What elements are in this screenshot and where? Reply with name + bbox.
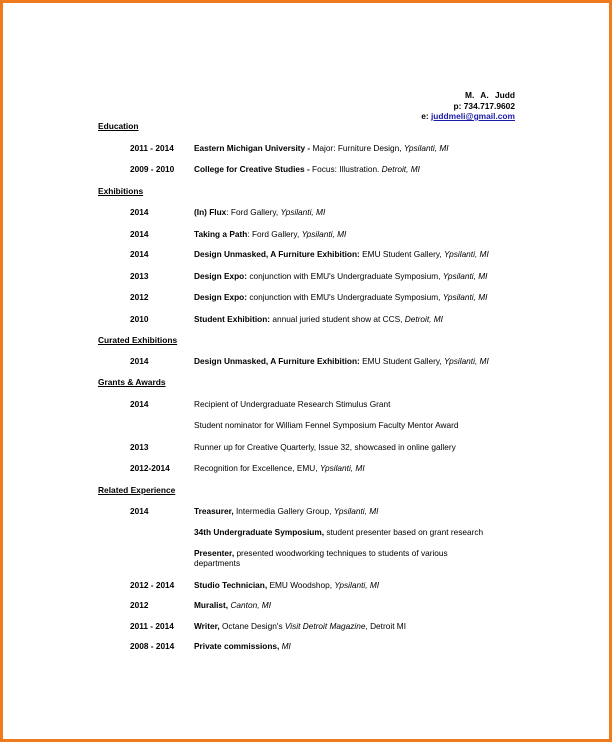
contact-email-line — [421, 111, 515, 122]
entry-place: Ypsilanti, MI — [301, 229, 347, 239]
entry-detail: EMU Student Gallery, — [359, 249, 445, 259]
contact-name: M. A. Judd — [464, 90, 515, 100]
entry-title: Presenter, — [194, 548, 235, 558]
entry-detail: conjunction with EMU's Undergraduate Symposium, — [247, 292, 443, 302]
entry-detail: EMU Student Gallery, — [359, 356, 445, 366]
contact-block — [421, 90, 515, 122]
entry-years: 2008 - 2014 — [130, 641, 175, 651]
entry-title: Studio Technician, — [194, 580, 268, 590]
entry-title: Eastern Michigan University - — [194, 143, 311, 153]
entry-years: 2011 - 2014 — [130, 143, 174, 153]
entry-place: Visit Detroit Magazine — [284, 621, 366, 631]
entry-place: MI — [281, 641, 291, 651]
entry-place: Ypsilanti, MI — [280, 207, 326, 217]
entry-place: Ypsilanti, MI — [334, 580, 380, 590]
entry-detail: annual juried student show at CCS, — [270, 314, 405, 324]
contact-email-label: e: — [421, 111, 429, 121]
entry-title: Treasurer, — [194, 506, 234, 516]
entry-title: Private commissions, — [194, 641, 280, 651]
entry-text: Recognition for Excellence, EMU, — [194, 463, 320, 473]
entry-years: 2012-2014 — [130, 463, 170, 473]
entry-place: Detroit, MI — [381, 164, 420, 174]
entry-years: 2014 — [130, 249, 149, 259]
entry-years: 2012 — [130, 600, 149, 610]
entry-years: 2014 — [130, 399, 149, 409]
entry-text: Recipient of Undergraduate Research Stimulus Grant — [194, 399, 391, 409]
entry-years: 2014 — [130, 356, 149, 366]
entry-title: Taking a Path — [194, 229, 248, 239]
entry-place: Ypsilanti, MI — [403, 143, 449, 153]
entry-text: Student nominator for William Fennel Symposium Faculty Mentor Award — [194, 420, 459, 430]
entry-text: Runner up for Creative Quarterly, Issue 32, showcased in online gallery — [194, 442, 456, 452]
entry-tail: , Detroit MI — [365, 621, 407, 631]
entry-title: Design Unmasked, A Furniture Exhibition: — [194, 356, 360, 366]
entry-years: 2010 — [130, 314, 149, 324]
entry-years: 2011 - 2014 — [130, 621, 174, 631]
entry-title: College for Creative Studies - — [194, 164, 310, 174]
entry-years: 2013 — [130, 271, 149, 281]
entry-place: Ypsilanti, MI — [442, 292, 488, 302]
entry-place: Ypsilanti, MI — [442, 271, 488, 281]
section-curated-heading: Curated Exhibitions — [98, 335, 178, 345]
entry-title: Writer, — [194, 621, 220, 631]
entry-years: 2014 — [130, 207, 149, 217]
contact-phone: p: 734.717.9602 — [453, 100, 515, 111]
entry-years: 2012 — [130, 292, 149, 302]
entry-title: Design Unmasked, A Furniture Exhibition: — [194, 249, 360, 259]
entry-place: Detroit, MI — [404, 314, 443, 324]
entry-years: 2014 — [130, 229, 149, 239]
section-education-heading: Education — [98, 121, 139, 131]
entry-detail: Octane Design's — [219, 621, 285, 631]
entry-place: Canton, MI — [230, 600, 272, 610]
entry-years: 2009 - 2010 — [130, 164, 175, 174]
entry-title: Design Expo: — [194, 292, 248, 302]
entry-title: Muralist, — [194, 600, 229, 610]
entry-place: Ypsilanti, MI — [319, 463, 365, 473]
entry-place: Ypsilanti, MI — [333, 506, 379, 516]
entry-detail: : Ford Gallery, — [247, 229, 302, 239]
contact-email-link[interactable]: juddmeli@gmail.com — [430, 111, 515, 121]
entry-detail: conjunction with EMU's Undergraduate Symposium, — [247, 271, 443, 281]
entry-years: 2013 — [130, 442, 149, 452]
entry-detail: : Ford Gallery, — [226, 207, 281, 217]
entry-title: Design Expo: — [194, 271, 248, 281]
entry-place: Ypsilanti, MI — [444, 356, 489, 366]
entry-detail: Major: Furniture Design, — [310, 143, 404, 153]
entry-place: Ypsilanti, MI — [444, 249, 489, 259]
section-experience-heading: Related Experience — [98, 485, 176, 495]
entry-title: (In) Flux — [194, 207, 227, 217]
entry-detail: EMU Woodshop, — [267, 580, 335, 590]
entry-detail: Focus: Illustration. — [309, 164, 382, 174]
entry-title: 34th Undergraduate Symposium, — [194, 527, 325, 537]
entry-detail: student presenter based on grant research — [324, 527, 484, 537]
entry-title: Student Exhibition: — [194, 314, 271, 324]
entry-years: 2012 - 2014 — [130, 580, 175, 590]
section-exhibitions-heading: Exhibitions — [98, 186, 144, 196]
entry-detail: Intermedia Gallery Group, — [233, 506, 334, 516]
entry-detail: presented woodworking techniques to students of various departments — [194, 548, 448, 568]
entry-years: 2014 — [130, 506, 149, 516]
section-grants-heading: Grants & Awards — [98, 377, 166, 387]
